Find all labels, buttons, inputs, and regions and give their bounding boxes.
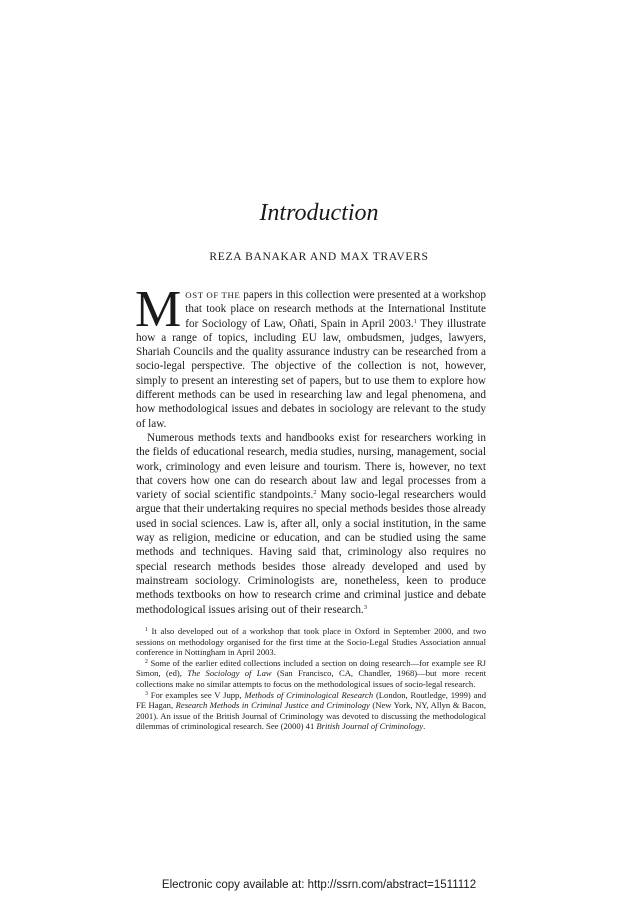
footnote-3-title-2: Research Methods in Criminal Justice and Criminology <box>175 700 370 711</box>
chapter-title: Introduction <box>259 200 379 226</box>
paragraph-1 <box>135 281 486 431</box>
body-text <box>135 281 486 617</box>
chapter-authors: REZA BANAKAR AND MAX TRAVERS <box>209 251 429 263</box>
footnote-3 <box>136 690 486 732</box>
footnote-ref-1[interactable]: 1 <box>413 317 417 325</box>
footnote-2 <box>136 658 486 690</box>
footnote-mark-1: 1 <box>145 627 148 633</box>
paragraph-2-text-a: Numerous methods texts and handbooks exist for researchers working in the fields of educational research, media studies, nursing, management, social work, criminology and even leisure and tourism. There is, however, no text that covers how one can do research about law and legal processes from a variety of social scientific standpoints. <box>136 431 486 502</box>
footnote-3-title-3: British Journal of Criminology <box>316 721 424 732</box>
small-caps-lead: OST OF THE <box>185 290 241 300</box>
paragraph-1-text-a: papers in this collection were presented at a workshop that took place on research methods at the International Institute for Sociology of Law, Oñati, Spain in April 2003. <box>185 289 486 330</box>
paragraph-2-text-b: Many socio-legal researchers would argue that their undertaking requires no special methods besides those already used in social sciences. Law is, after all, only a social institution, in the same way as religion, medicine or education, and can be studied using the same methods and techniques. Having said that, criminology also requires no special research methods besides those already developed and used by mainstream sociology. Criminologists are, nonetheless, keen to produce methods textbooks on how to research crime and criminal justice and debate methodological issues arising out of their research. <box>136 489 486 616</box>
drop-cap: M <box>135 281 182 338</box>
footnotes <box>136 626 486 732</box>
footnote-1-text: It also developed out of a workshop that took place in Oxford in September 2000, and two sessions on methodology organised for the first time at the Socio-Legal Studies Association annual conference in Nottingham in April 2003. <box>136 626 486 658</box>
paragraph-2 <box>136 431 486 617</box>
footnote-mark-2: 2 <box>145 658 148 665</box>
footnote-3-title-1: Methods of Criminological Research <box>244 689 374 700</box>
ssrn-footer: Electronic copy available at: http://ssrn.com/abstract=1511112 <box>161 879 477 891</box>
paragraph-1-text-b: They illustrate how a range of topics, including EU law, ombudsmen, judges, lawyers, Shariah Councils and the quality assurance industry can be researched from a socio-legal perspective. The objective of the collection is not, however, simply to present an interesting set of papers, but to use them to explore how different methods can be used in researching law and legal phenomena, and how methodological issues and debates in sociology are relevant to the study of law. <box>136 317 486 430</box>
footnote-3-text-c: (New York, NY, Allyn & Bacon, 2001). An issue of the British Journal of Criminology was devoted to discussing the methodological dilemmas of criminological research. See (2000) 41 <box>136 700 486 732</box>
footnote-2-text-b: (San Francisco, CA, Chandler, 1968)—but more recent collections make no similar attempts to focus on the methodological issues of socio-legal research. <box>136 668 487 689</box>
footnote-ref-2[interactable]: 2 <box>313 489 317 497</box>
footnote-mark-3: 3 <box>145 690 148 697</box>
footnote-3-text-d: . <box>423 721 426 732</box>
footnote-3-text-a: For examples see V Jupp, <box>147 689 245 700</box>
footnote-3-text-b: (London, Routledge, 1999) and FE Hagan, <box>136 689 486 711</box>
footnote-2-text-a: Some of the earlier edited collections included a section on doing research—for example see RJ Simon, (ed), <box>136 657 486 679</box>
footnote-ref-3[interactable]: 3 <box>363 603 367 611</box>
footnote-1 <box>136 626 486 658</box>
footnote-2-title: The Sociology of Law <box>187 668 272 679</box>
